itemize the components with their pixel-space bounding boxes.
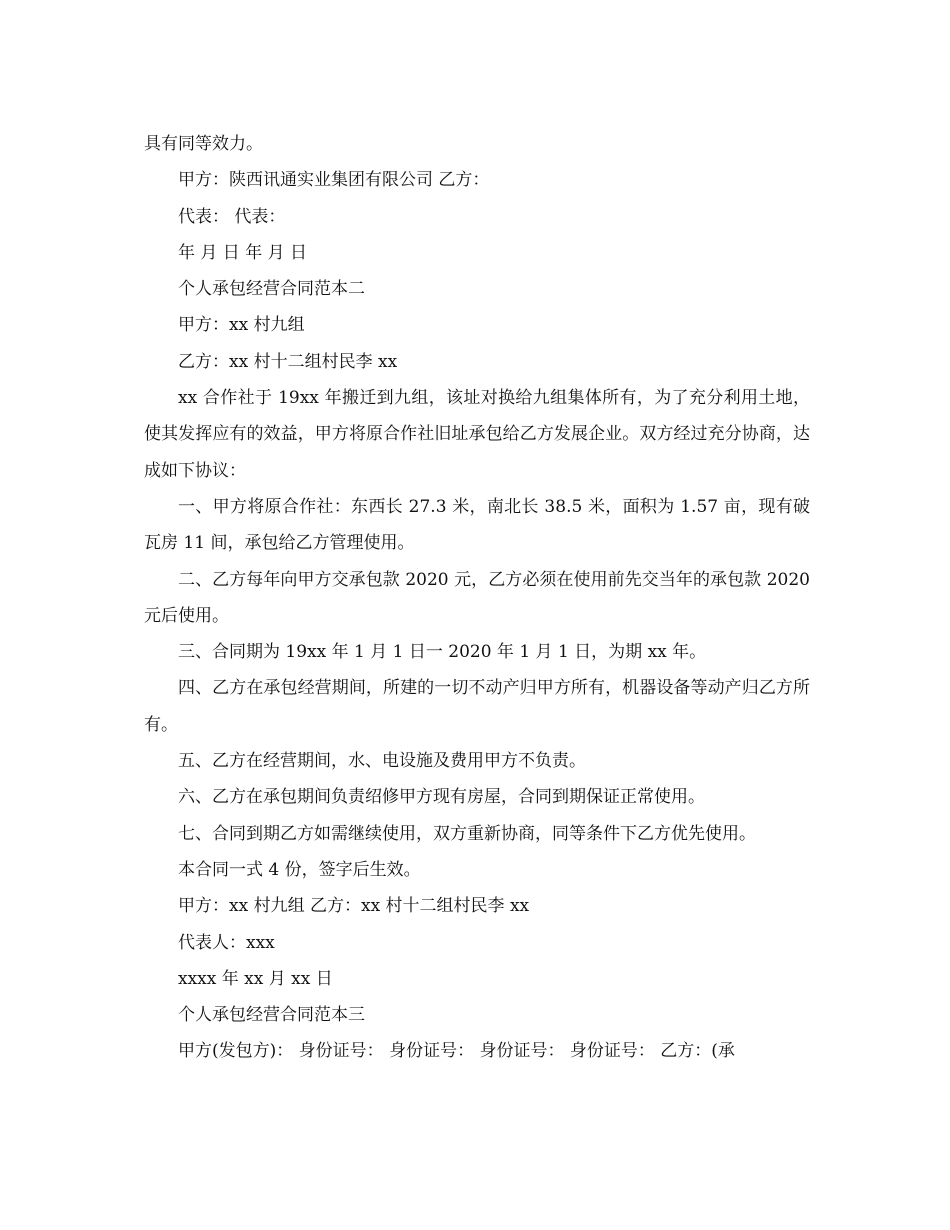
section-heading: 个人承包经营合同范本三 (178, 1005, 365, 1026)
party-b-line: 乙方：xx 村十二组村民李 xx (178, 351, 398, 372)
clause-7: 七、合同到期乙方如需继续使用，双方重新协商，同等条件下乙方优先使用。 (178, 823, 756, 844)
date-line: 年 月 日 年 月 日 (178, 242, 308, 263)
clause-3: 三、合同期为 19xx 年 1 月 1 日一 2020 年 1 月 1 日，为期 xx 年。 (178, 642, 707, 663)
signature-parties-line: 甲方：xx 村九组 乙方：xx 村十二组村民李 xx (178, 896, 530, 917)
section-heading: 个人承包经营合同范本二 (178, 279, 365, 300)
date-line: xxxx 年 xx 月 xx 日 (178, 968, 333, 989)
intro-paragraph: xx 合作社于 19xx 年搬迁到九组，该址对换给九组集体所有，为了充分利用土地，使其发挥应有的效益，甲方将原合作社旧址承包给乙方发展企业。双方经过充分协商，达成如下协议： (144, 388, 810, 481)
paragraph-continuation: 具有同等效力。 (144, 134, 263, 154)
clause-4: 四、乙方在承包经营期间，所建的一切不动产归甲方所有，机器设备等动产归乙方所有。 (144, 678, 810, 735)
party-a-line: 甲方：xx 村九组 (178, 315, 305, 336)
party-a-line: 甲方(发包方)： 身份证号： 身份证号： 身份证号： 身份证号： 乙方：(承 (178, 1041, 735, 1062)
party-a-line: 甲方：陕西讯通实业集团有限公司 乙方： (178, 170, 490, 191)
clause-6: 六、乙方在承包期间负责绍修甲方现有房屋，合同到期保证正常使用。 (178, 787, 705, 808)
clause-1: 一、甲方将原合作社：东西长 27.3 米，南北长 38.5 米，面积为 1.57 亩，现有破瓦房 11 间，承包给乙方管理使用。 (144, 496, 810, 554)
representative-line: 代表人：xxx (178, 932, 275, 953)
representative-line: 代表： 代表： (178, 206, 286, 227)
document-body (144, 126, 816, 1070)
clause-2: 二、乙方每年向甲方交承包款 2020 元，乙方必须在使用前先交当年的承包款 2020 元后使用。 (144, 569, 816, 626)
effect-line: 本合同一式 4 份，签字后生效。 (178, 859, 421, 880)
clause-5: 五、乙方在经营期间，水、电设施及费用甲方不负责。 (178, 751, 586, 772)
